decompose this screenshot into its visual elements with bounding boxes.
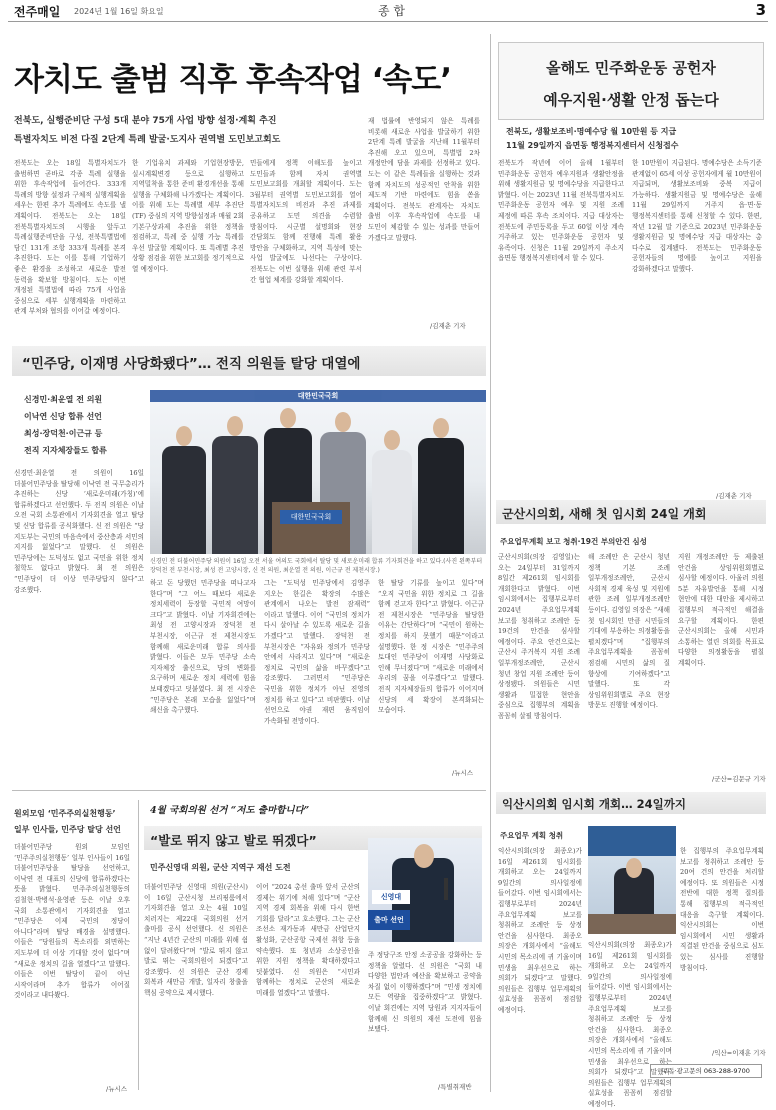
podium <box>272 502 350 554</box>
gunsan-headline: 군산시의회, 새해 첫 임시회 24일 개회 <box>502 507 707 521</box>
story4-subheadline: 민주신영대 의원, 군산 지역구 재선 도전 <box>150 863 291 872</box>
nameplate: 신영대 <box>372 890 410 904</box>
desk <box>588 914 676 934</box>
lead-column-1: 전북도는 오는 18일 특별자치도가 출범하면 곧바로 각종 특례 실행을 위한 후속작업에 들어간다. 333개 특례의 방향 설정과 구체적 실행계획을 세우는 한편 추가 특례에도 속도를 낼 계획이다. 전북도는 오는 18일 전북특별자치도의 시행을 앞두고 특례실행준비단을 구성, 전북특별법에 담긴 131개 조항 333개 특례를 본격 추진한다. 도는 이를 통해 기업하기 좋은 환경을 조성하고 새로운 발전 동력을 확보할 방침이다. 도는 이번 개정된 특별법에 따라 75개 사업을 중심으로 세부 실행계획을 마련하고 관계 부처와 협의를 이어갈 예정이다. <box>14 159 126 316</box>
section-title: 종 합 <box>378 4 405 18</box>
story4-column-1: 더불어민주당 신영대 의원(군산시)이 16일 군산시청 브리핑룸에서 기자회견을 열고 오는 4월 10일 치러지는 제22대 국회의원 선거 출마를 공식 선언했다. 신 의원은 “지난 4년간 군산의 미래를 위해 쉼 없이 달려왔다”며 “발로 뛰지 않고 발로 뛰는 국회의원이 되겠다”고 강조했다. 신 의원은 군산 경제 회복과 새만금 개발, 일자리 창출을 핵심 공약으로 제시했다. <box>144 883 248 997</box>
sidebar-column-1: 전북도가 작년에 이어 올해 1월부터 민주화운동 공헌자 예우지원과 생활안정을 위해 생활지원금 및 명예수당을 지급한다고 밝혔다. 이는 2023년 11월 전북특별자치도 민주화운동 공헌자 예우 및 지원 조례 제정에 따른 후속 조치이다. 지급 대상자는 전북도에 주민등록을 두고 60일 이상 계속 거주하고 있는 민주화운동 공헌자 및 유족이다. 신청은 11월 29일까지 주소지 읍면동 행정복지센터에서 할 수 있다. <box>498 159 624 263</box>
gunsan-column-1: 군산시의회(의장 김영일)는 오는 24일부터 31일까지 8일간 제261회 임시회를 개회한다고 밝혔다. 이번 임시회에서는 집행부로부터 2024년 주요업무계획 보고를 청취하고 조례안 등 19건의 안건을 심사할 예정이다. 주요 안건으로는 군산시 주거복지 지원 조례 일부개정조례안, 군산시 청년 창업 지원 조례안 등이 상정됐다. 의원들은 시민 생활과 밀접한 현안을 중심으로 집행부의 계획을 꼼꼼히 살필 방침이다. <box>498 553 580 720</box>
story2-photo-caption: 신경민 전 더불어민주당 의원이 16일 오전 서울 여의도 국회에서 탈당 및 새로운미래 합류 기자회견을 하고 있다.(사진 왼쪽부터 장덕천 전 부천시장, 최성 전 고양시장, 신 전 의원, 최운열 전 의원, 이근규 전 제천시장.) <box>150 558 483 574</box>
section-divider <box>12 790 486 791</box>
press-conference-photo <box>150 390 486 554</box>
iksan-column-1: 익산시의회(의장 최종오)가 16일 제261회 임시회를 개회하고 오는 24일까지 9일간의 의사일정에 들어갔다. 이번 임시회에서는 집행부로부터 2024년 주요업무계획 보고를 청취하고 조례안 등 상정 안건을 심사한다. 최종오 의장은 개회사에서 “올해도 시민의 목소리에 귀 기울이며 민생을 최우선으로 하는 의회가 되겠다”고 말했다. 의원들은 집행부 업무계획의 실효성을 꼼꼼히 점검할 예정이다. <box>498 847 582 1014</box>
person-head <box>384 430 400 450</box>
story2-column-4: 한 탈당 기류를 높이고 있다”며 “오직 국민을 위한 정치로 그 길을 함께 걷고자 한다”고 밝혔다. 이근규 전 제천시장은 “민주당을 탈당한 이유는 간단하다”며 “국민이 원하는 정치를 하지 못했기 때문”이라고 설명했다. 한 정 시장은 “민주주의 토대인 민주당이 이재명 사당화로 인해 무너졌다”며 “새로운 미래에서 우리의 꿈을 이루겠다”고 말했다. 전직 지자체장들의 합류가 이어지며 신당의 세 확장이 본격화되는 모습이다. <box>378 579 484 715</box>
person-head <box>414 844 434 868</box>
candidate-photo <box>368 838 482 942</box>
person-figure <box>418 438 464 554</box>
person-figure <box>162 446 206 554</box>
gunsan-subheadline: 주요업무계획 보고 청취·19건 부의안건 심성 <box>500 537 647 546</box>
gunsan-byline: /군산=김문규 기자 <box>712 775 766 783</box>
lead-subheadline-2: 특별자치도 비전 다질 2단계 특례 발굴·도지사 권역별 도민보고회도 <box>14 135 281 145</box>
iksan-subheadline: 주요업무 계획 청취 <box>500 831 564 840</box>
wonmo-column: 더불어민주당 원외 모임인 ‘민주주의실천행동’ 일부 인사들이 16일 더불어민주당을 탈당을 선언하고, 이낙연 전 대표의 신당에 합류하겠다는 뜻을 밝혔다. 민주주의실천행동의 김철현·박병석·윤영관 등은 이날 오후 국회 소통관에서 기자회견을 열고 “민주당은 이제 국민의 정당이 아니다”라며 탈당 배경을 설명했다. 이들은 “당원들의 목소리를 외면하는 지도부에 더 이상 기대할 것이 없다”며 “새로운 정치의 길을 열겠다”고 말했다. 이들은 이번 탈당이 끝이 아닌 시작이라며 추가 합류가 이어질 것이라고 내다봤다. <box>14 843 130 1000</box>
wonmo-headline-1: 원외모임 ‘민주주의실천행동’ <box>14 809 116 818</box>
story4-column-2: 이어 “2024 총선 출마 앞서 군산의 경제는 위기에 처해 있다”며 “군산 지역 경제 회복을 위해 다시 한번 기회를 달라”고 호소했다. 그는 군산 조선소 재가동과 새만금 산업단지 활성화, 군산공항 국제선 취항 등을 약속했다. 또 청년과 소상공인을 위한 지원 정책을 확대하겠다고 덧붙였다. 신 의원은 “시민과 함께하는 정치로 군산의 새로운 미래를 열겠다”고 말했다. <box>256 883 360 997</box>
microphone <box>444 878 448 900</box>
sidebar-column-2: 한 10만원이 지급된다. 명예수당은 소득기준 관계없이 65세 이상 공헌자에게 월 10만원이 지급되며, 생활보조비와 중복 지급이 가능하다. 생활지원금 및 명예수당은 올해 11월 29일까지 거주지 읍·면·동 행정복지센터를 통해 신청할 수 있다. 한편, 작년 12월 말 기준으로 2023년 민주화운동 생활지원금 및 명예수당 지급 대상자는 총 다수로 집계됐다. 전북도는 민주화운동 공헌자들의 명예를 높이고 지원을 강화하겠다고 말했다. <box>632 159 762 273</box>
person-head <box>280 408 296 428</box>
iksan-column-middle: 익산시의회(의장 최종오)가 16일 제261회 임시회를 개회하고 오는 24일까지 9일간의 의사일정에 들어갔다. 이번 임시회에서는 집행부로부터 2024년 주요업무계획 보고를 청취하고 조례안 등 상정 안건을 심사한다. 최종오 의장은 개회사에서 “올해도 시민의 목소리에 귀 기울이며 민생을 최우선으로 하는 의회가 되겠다”고 말했다. 의원들은 집행부 업무계획의 실효성을 꼼꼼히 점검할 예정이다. <box>588 941 672 1108</box>
lead-byline: /김재춘 기자 <box>430 322 466 330</box>
newspaper-name: 전주매일 <box>14 5 61 19</box>
press-sign: 출마 선언 <box>368 910 410 930</box>
story4-headline: “발로 뛰지 않고 발로 뛰겠다” <box>150 833 317 848</box>
gunsan-column-3: 지원 개정조례안 등 제출된 안건을 상임위원회별로 심사할 예정이다. 아울러 의원 5분 자유발언을 통해 시정 현안에 대한 대안을 제시하고 집행부의 적극적인 해결을 요구할 계획이다. 한편 군산시의회는 올해 시민과 소통하는 열린 의회를 목표로 다양한 의정활동을 펼칠 계획이다. <box>678 553 764 667</box>
wonmo-byline: /뉴시스 <box>106 1085 128 1093</box>
story2-subheadline-3: 최성·장덕천·이근규 등 <box>24 429 103 438</box>
sidebar-subheadline-2: 11월 29일까지 읍면동 행정복지센터서 신청접수 <box>506 141 679 150</box>
gunsan-column-2: 해 조례안 은 군산시 청년 정책 기본 조례 일부개정조례안, 군산시 사회적 경제 육성 및 지원에 관한 조례 일부개정조례안 등이다. 김영일 의장은 “새해 첫 임시회인 만큼 시민들의 기대에 부응하는 의정활동을 펼치겠다”며 “집행부의 주요업무계획을 꼼꼼히 점검해 시민의 삶의 질 향상에 기여하겠다”고 말했다. 또 각 상임위원회별로 주요 현장 방문도 진행할 예정이다. <box>588 553 670 710</box>
story2-subheadline-4: 전직 지자체장들도 합류 <box>24 446 107 455</box>
sidebar-boxed-headline <box>498 42 764 120</box>
person-head <box>626 858 642 878</box>
sidebar-headline-line-2: 예우지원·생활 안정 돕는다 <box>543 91 719 109</box>
person-head <box>227 416 243 436</box>
backdrop-panel <box>588 826 676 856</box>
lead-subheadline-1: 전북도, 실행준비단 구성 5대 분야 75개 사업 방향 설정·계획 추진 <box>14 116 277 126</box>
story2-column-1: 신경민·최운열 전 의원이 16일 더불어민주당을 탈당해 이낙연 전 국무총리가 추진하는 신당 ‘새로운미래(가칭)’에 합류하겠다고 선언했다. 두 전직 의원은 이날 오전 국회 소통관에서 기자회견을 열고 탈당 및 신당 합류를 공식화했다. 신 전 의원은 “당 지도부는 국민의 마음속에서 중산층과 서민의 지지를 잃었다”고 말했다. 신 의원은 민주당에는 도덕성도 없고 국민을 위한 정치 철학도 없다고 밝혔다. 최 전 의원은 “민주당이 더 이상 민주당답지 않다”고 강조했다. <box>14 469 144 594</box>
podium-plate: 대한민국국회 <box>280 510 342 524</box>
column-divider <box>490 34 491 1092</box>
lead-column-4: 재 법률에 반영되지 않은 특례를 비롯해 새로운 사업을 발굴하기 위한 2단계 특례 발굴을 지난해 11월부터 추진해 오고 있으며, 특별법 2차 개정안에 담을 과제를 선정하고 있다. 도는 이 같은 특례들을 실행하는 것과 함께 자치도의 성공적인 안착을 위한 제도적 기반 마련에도 힘을 쏟을 계획이다. 전북도 관계자는 자치도 출범 이후 후속작업에 속도를 내 도민이 체감할 수 있는 성과를 만들어 가겠다고 말했다. <box>368 117 480 242</box>
person-head <box>335 412 351 432</box>
story4-byline: /특별취재반 <box>438 1083 472 1091</box>
page-number: 3 <box>755 1 766 19</box>
story2-subheadline-1: 신경민·최운열 전 의원 <box>24 395 103 404</box>
story2-byline: /뉴시스 <box>452 769 474 777</box>
handwritten-label: 4월 국회의원 선거 “저도 출마합니다” <box>150 805 310 816</box>
sidebar-byline: /김재춘 기자 <box>716 492 752 500</box>
column-divider <box>138 800 139 1090</box>
person-head <box>433 418 449 438</box>
iksan-headline: 익산시의회 임시회 개회… 24일까지 <box>502 797 686 811</box>
story2-headline: “민주당, 이재명 사당화됐다”… 전직 의원들 탈당 대열에 <box>22 356 361 372</box>
story2-subheadline-2: 이낙연 신당 합류 선언 <box>24 412 102 421</box>
person-head <box>176 426 192 446</box>
issue-date: 2024년 1월 16일 화요일 <box>74 7 164 16</box>
photo-banner: 대한민국국회 <box>150 390 486 402</box>
story2-column-3: 그는 “도덕성 민주당에서 김영주 지오는 한길은 확장의 수많은 관계에서 나오는 발전 잠재력” 이라고 말했다. 이어 “국민의 정치가 다시 살아날 수 있도록 새로운 길을 가겠다”고 말했다. 장덕천 전 부천시장은 “자유와 정의가 민주당 안에서 사라지고 있다”며 “새로운 정치로 국민의 삶을 바꾸겠다”고 강조했다. 그러면서 “민주당은 국민을 위한 정치가 아닌 진영의 정치를 하고 있다”고 비판했다. 이날 선언으로 야권 재편 움직임이 가속화될 전망이다. <box>264 579 370 725</box>
story4-column-3: 주 정당구조 안정 소공공을 강화하는 등 정책을 알렸다. 신 의원은 “국회 내 다양한 법안과 예산을 확보하고 공약을 차질 없이 이행하겠다”며 “민생 정치에 모든 역량을 집중하겠다”고 밝혔다. 이날 회견에는 지역 당원과 지지자들이 함께해 신 의원의 재선 도전에 힘을 보탰다. <box>368 951 482 1034</box>
iksan-photo <box>588 826 676 934</box>
sidebar-headline-line-1: 올해도 민주화운동 공헌자 <box>546 59 716 77</box>
masthead <box>8 0 768 22</box>
person-figure <box>372 450 412 554</box>
lead-column-3: 민들에게 정책 이해도를 높이고 도민들과 함께 자치 권역별 도민보고회를 개최할 계획이다. 도는 3월부터 권역별 도민보고회를 열어 특별자치도의 비전과 추진 과제를 공유하고 도민 의견을 수렴할 방침이다. 시군별 설명회와 현장 간담회도 함께 진행해 특례 활용 방안을 구체화하고, 지역 특성에 맞는 사업 발굴에도 나선다는 구상이다. 전북도는 이번 실행을 위해 관련 부서 간 협업 체계를 강화할 계획이다. <box>250 159 362 284</box>
subscription-ad: 구독·광고문의 063-288-9700 <box>650 1064 762 1078</box>
lead-column-2: 한 기업유치 과제와 기업현장방문, 실시계획변경 등으로 실행하고 지역밀착을 통한 준비 환경개선을 통해 실행을 구체화해 나가겠다는 계획이다. 이를 위해 도는 특례별 세부 추진단(TF) 중심의 지역 방향설정과 매월 2회 기본구상과제 추진을 위한 정책을 점검하고, 특례 중 실행 가능 특례를 우선 발굴할 계획이다. 또 특례별 추진 상황 점검을 위한 보고회를 정기적으로 열 예정이다. <box>132 159 244 273</box>
wonmo-headline-2: 일부 인사들, 민주당 탈당 선언 <box>14 825 121 834</box>
iksan-byline: /익산=이재훈 기자 <box>712 1049 766 1057</box>
story2-column-2: 하고 돈 당했던 민주당을 떠나고자 한다”며 “그 어느 때보다 새로운 정치세력이 등장할 국민적 여망이 크다”고 밝혔다. 이날 기자회견에는 최성 전 고양시장과 장덕천 전 부천시장, 이근규 전 제천시장도 함께해 새로운미래 합류 의사를 밝혔다. 이들은 모두 민주당 소속 지자체장 출신으로, 당의 변화를 요구하며 새로운 정치 세력에 힘을 보태겠다고 덧붙였다. 최 전 시장은 “민주당은 본래 모습을 잃었다”며 쇄신을 촉구했다. <box>150 579 256 715</box>
sidebar-subheadline-1: 전북도, 생활보조비·명예수당 월 10만원 등 지급 <box>506 127 677 136</box>
lead-headline: 자치도 출범 직후 후속작업 ‘속도’ <box>14 62 452 98</box>
person-figure <box>212 436 258 554</box>
iksan-column-2: 한 집행부의 주요업무계획 보고를 청취하고 조례안 등 20여 건의 안건을 처리할 예정이다. 또 의원들은 시정 전반에 대한 정책 질의를 통해 집행부의 적극적인 대응을 촉구할 계획이다. 익산시의회는 이번 임시회에서 시민 생활과 직결된 안건을 중심으로 심도 있는 심사를 진행할 방침이다. <box>680 847 764 972</box>
